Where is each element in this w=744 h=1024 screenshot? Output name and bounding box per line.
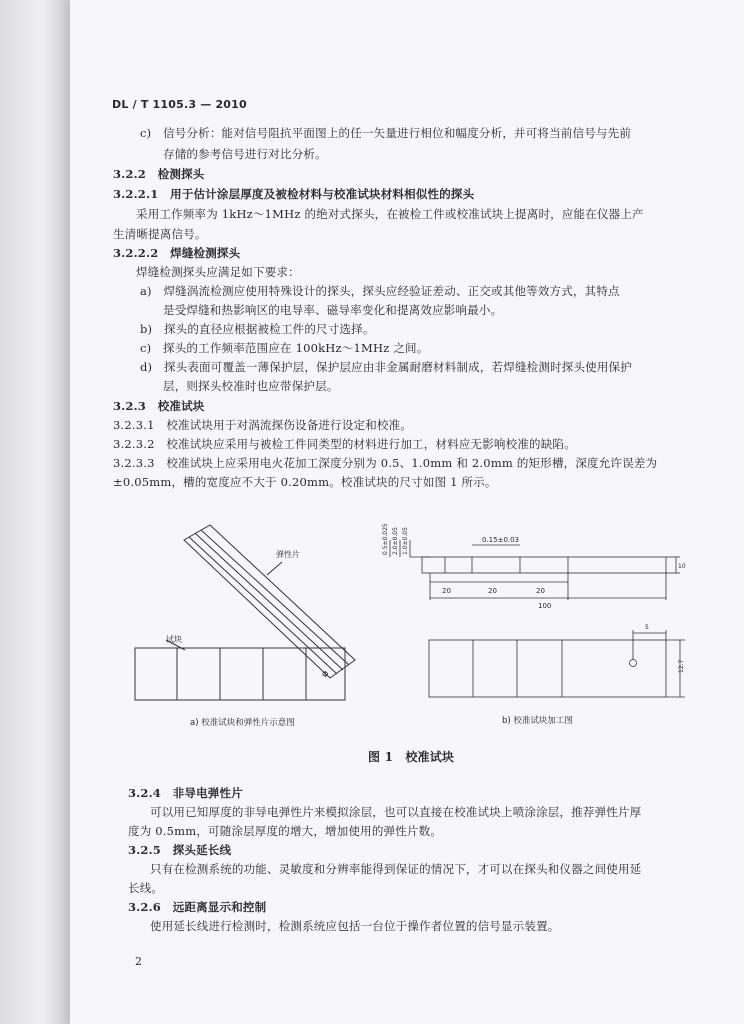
item-d-line1: d) 探头表面可覆盖一薄保护层，保护层应由非金属耐磨材料制成，若焊缝检测时探头使用保护 [140,360,632,374]
subcaption-b: b) 校准试块加工图 [502,716,573,726]
calibration-block-outline [135,648,345,700]
para-3-2-2-2-intro: 焊缝检测探头应满足如下要求： [136,265,300,279]
document-header: DL / T 1105.3 — 2010 [112,98,247,111]
dim-height: 12.7 [678,659,685,673]
label-elastic-sheet: 弹性片 [276,550,300,559]
para-3-2-4-line1: 可以用已知厚度的非导电弹性片来模拟涂层，也可以直接在校准试块上喷涂涂层，推荐弹性片厚 [150,805,642,819]
label-probe: Φ [322,670,329,679]
para-3-2-2-1-line2: 生清晰提离信号。 [113,227,207,241]
para-3-2-5-line1: 只有在检测系统的功能、灵敏度和分辨率能得到保证的情况下，才可以在探头和仪器之间使用延 [150,862,642,876]
item-a-line2: 是受焊缝和热影响区的电导率、磁导率变化和提离效应影响最小。 [163,303,503,317]
subcaption-a: a) 校准试块和弹性片示意图 [190,718,295,728]
item-b: b) 探头的直径应根据被检工件的尺寸选择。 [140,322,375,336]
para-3-2-3-2: 3.2.3.2 校准试块应采用与被检工件同类型的材料进行加工，材料应无影响校准的缺陷。 [113,437,576,451]
item-c: c) 探头的工作频率范围应在 100kHz～1MHz 之间。 [140,341,429,355]
dim-depth-1-0: 1.0±0.05 [402,527,409,555]
section-3-2-5: 3.2.5 探头延长线 [128,843,232,857]
page-number: 2 [135,955,143,968]
item-d-line2: 层，则探头校准时也应带保护层。 [163,379,339,393]
para-3-2-3-1: 3.2.3.1 校准试块用于对涡流探伤设备进行设定和校准。 [113,418,413,432]
dim-hole-offset: 5 [645,624,649,631]
para-3-2-6-line1: 使用延长线进行检测时，检测系统应包括一台位于操作者位置的信号显示装置。 [150,919,560,933]
dim-spacing-3: 20 [536,587,545,595]
section-3-2-2-2: 3.2.2.2 焊缝检测探头 [113,246,241,260]
dim-depth-2-0: 2.0±0.05 [392,527,399,555]
section-3-2-2-1: 3.2.2.1 用于估计涂层厚度及被检材料与校准试块材料相似性的探头 [113,187,475,201]
dim-spacing-2: 20 [488,587,497,595]
para-3-2-5-line2: 长线。 [128,881,164,895]
dim-thickness: 10 [678,563,686,570]
para-3-2-4-line2: 度为 0.5mm，可随涂层厚度的增大，增加使用的弹性片数。 [128,824,443,838]
figure-b-side-view [390,540,680,600]
section-3-2-6: 3.2.6 远距离显示和控制 [128,900,267,914]
book-binding [0,0,70,1024]
section-3-2-4: 3.2.4 非导电弹性片 [128,786,243,800]
dim-spacing-1: 20 [442,587,451,595]
figure-b-front-view [429,630,685,697]
item-a-line1: a) 焊缝涡流检测应使用特殊设计的探头，探头应经验证差动、正交或其他等效方式，其特点 [140,284,620,298]
item-c-signal: c) 信号分析：能对信号阻抗平面图上的任一矢量进行相位和幅度分析，并可将当前信号与先前 [140,126,632,140]
figure-caption: 图 1 校准试块 [368,750,455,764]
section-3-2-3: 3.2.3 校准试块 [113,399,205,413]
para-3-2-3-3-line1: 3.2.3.3 校准试块上应采用电火花加工深度分别为 0.5、1.0mm 和 2.0mm 的矩形槽，深度允许误差为 [113,456,658,470]
figure-1-calibration-block [100,500,700,770]
para-3-2-2-1-line1: 采用工作频率为 1kHz～1MHz 的绝对式探头，在被检工件或校准试块上提离时，应能在仪器上产 [136,207,644,221]
section-3-2-2: 3.2.2 检测探头 [113,167,205,181]
dim-slot-width: 0.15±0.03 [482,536,520,544]
reference-hole [630,660,637,667]
dim-total-length: 100 [538,602,552,610]
item-c-signal-cont: 存储的参考信号进行对比分析。 [163,147,327,161]
label-test-block: 试块 [166,635,182,644]
dim-depth-0-5: 0.5±0.025 [382,523,389,555]
para-3-2-3-3-line2: ±0.05mm，槽的宽度应不大于 0.20mm。校准试块的尺寸如图 1 所示。 [113,475,497,489]
